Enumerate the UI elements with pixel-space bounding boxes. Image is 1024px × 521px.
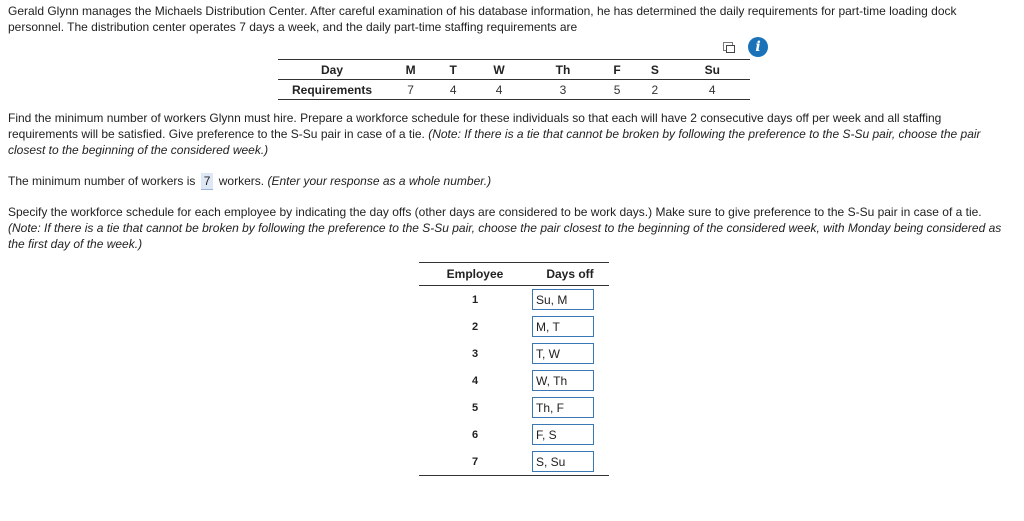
day-col-t: T — [435, 60, 471, 80]
minimum-workers-line — [8, 173, 1013, 190]
minimum-workers-answer[interactable]: 7 — [201, 173, 214, 190]
day-col-su: Su — [675, 60, 750, 80]
task-note: (Note: If there is a tie that cannot be broken by following the preference to the S-Su pair, choose the pair closest to the beginning of the considered week.) — [8, 127, 981, 157]
requirements-table — [278, 59, 750, 100]
employee-number: 6 — [471, 428, 479, 441]
days-off-answer-2[interactable]: M, T — [532, 316, 594, 337]
employee-header: Employee — [419, 263, 531, 286]
day-col-m: M — [386, 60, 435, 80]
problem-intro — [8, 3, 1013, 35]
requirement-f: 5 — [599, 80, 635, 100]
minimum-suffix: workers. — [218, 174, 265, 188]
table-row — [419, 394, 609, 421]
minimum-hint: (Enter your response as a whole number.) — [267, 174, 492, 188]
requirements-row — [278, 80, 750, 100]
requirement-su: 4 — [675, 80, 750, 100]
days-off-answer-6[interactable]: F, S — [532, 424, 594, 445]
schedule-table — [419, 262, 609, 476]
employee-number: 1 — [471, 293, 479, 306]
task-text: Find the minimum number of workers Glynn must hire. Prepare a workforce schedule for these individuals so that each will have 2 consecutive days off per week and all staffing requirements will be satisfied. Give preference to the S-Su pair in case of a tie. — [8, 111, 942, 141]
table-row — [419, 448, 609, 476]
employee-number: 2 — [471, 320, 479, 333]
requirement-t: 4 — [435, 80, 471, 100]
employee-number: 7 — [419, 448, 531, 476]
requirements-label: Requirements — [278, 80, 386, 100]
requirement-th: 3 — [527, 80, 599, 100]
minimum-prefix: The minimum number of workers is — [8, 174, 196, 188]
schedule-header-row — [419, 263, 609, 286]
days-off-header: Days off — [531, 263, 609, 286]
day-col-th: Th — [527, 60, 599, 80]
day-col-w: W — [471, 60, 527, 80]
employee-number: 5 — [471, 401, 479, 414]
table-row — [419, 421, 609, 448]
schedule-instructions — [8, 204, 1013, 252]
requirement-m: 7 — [386, 80, 435, 100]
info-icon[interactable]: i — [748, 37, 768, 57]
table-row — [419, 313, 609, 340]
task-paragraph — [8, 110, 1013, 158]
days-off-answer-3[interactable]: T, W — [532, 343, 594, 364]
day-header: Day — [278, 60, 386, 80]
requirement-s: 2 — [635, 80, 674, 100]
table-row — [419, 367, 609, 394]
day-col-s: S — [635, 60, 674, 80]
days-off-answer-7[interactable]: S, Su — [532, 451, 594, 472]
days-off-answer-4[interactable]: W, Th — [532, 370, 594, 391]
table-row — [419, 286, 609, 314]
table-row — [419, 340, 609, 367]
requirement-w: 4 — [471, 80, 527, 100]
schedule-text: Specify the workforce schedule for each employee by indicating the day offs (other days are considered to be work days.) Make sure to give preference to the S-Su pair in case of a tie. — [8, 205, 982, 219]
schedule-note: (Note: If there is a tie that cannot be broken by following the preference to the S-Su pair, choose the pair closest to the beginning of the considered week, with Monday being considered as the first day of the week.) — [8, 221, 1002, 251]
day-col-f: F — [599, 60, 635, 80]
days-off-answer-5[interactable]: Th, F — [532, 397, 594, 418]
requirements-header-row — [278, 60, 750, 80]
toolbar-icons — [722, 37, 768, 57]
employee-number: 4 — [471, 374, 479, 387]
copy-icon[interactable] — [722, 41, 734, 53]
days-off-answer-1[interactable]: Su, M — [532, 289, 594, 310]
intro-text: Gerald Glynn manages the Michaels Distribution Center. After careful examination of his database information, he has determined the daily requirements for part-time loading dock personnel. The distribution center operates 7 days a week, and the daily part-time staffing requirements are — [8, 4, 957, 34]
employee-number: 3 — [471, 347, 479, 360]
